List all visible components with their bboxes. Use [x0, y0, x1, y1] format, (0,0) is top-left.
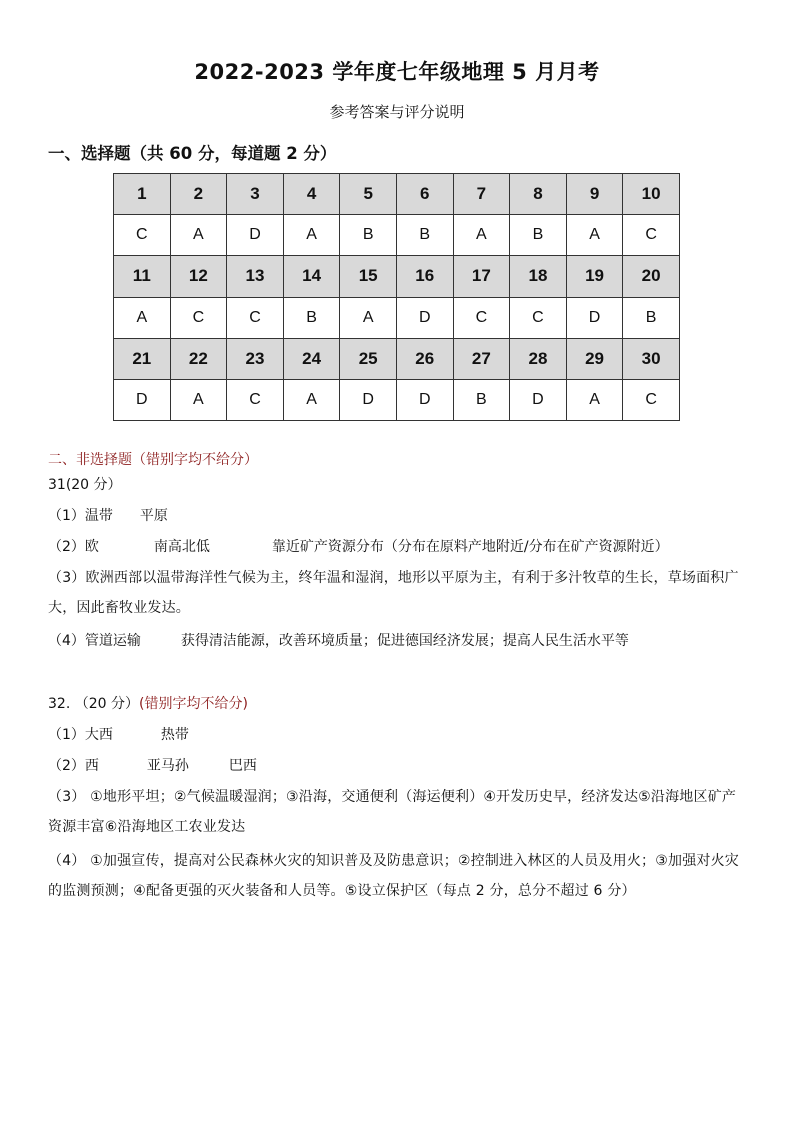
question-number-row	[114, 338, 680, 379]
q32-label: 32. （20 分）	[48, 696, 139, 712]
question-number-cell: 21	[114, 338, 171, 379]
answer-cell: D	[114, 379, 171, 420]
q31-a2-part3: 靠近矿产资源分布（分布在原料产地附近/分布在矿产资源附近）	[271, 539, 669, 555]
q31-a2-part2: 南高北低	[153, 539, 210, 555]
question-number-row	[114, 256, 680, 297]
q32-a2-part1: （2）西	[48, 758, 99, 774]
question-number-cell: 22	[170, 338, 227, 379]
question-number-cell: 4	[283, 174, 340, 215]
q31-answer-1	[48, 506, 748, 526]
answer-cell: C	[227, 379, 284, 420]
answer-cell: C	[510, 297, 567, 338]
answer-cell: A	[170, 215, 227, 256]
answer-row	[114, 215, 680, 256]
question-number-cell: 26	[396, 338, 453, 379]
question-number-cell: 2	[170, 174, 227, 215]
q31-answer-3: （3）欧洲西部以温带海洋性气候为主，终年温和湿润，地形以平原为主，有利于多汁牧草的生长，草场面积广大，因此畜牧业发达。	[48, 570, 739, 616]
answer-cell: B	[453, 379, 510, 420]
answer-cell: A	[170, 379, 227, 420]
question-number-cell: 23	[227, 338, 284, 379]
answer-cell: A	[566, 215, 623, 256]
answer-cell: A	[566, 379, 623, 420]
part2-heading	[48, 449, 258, 469]
answer-cell: B	[283, 297, 340, 338]
part2-title: 二、非选择题	[48, 452, 132, 468]
question-number-cell: 11	[114, 256, 171, 297]
document-title: 2022-2023 学年度七年级地理 5 月月考	[194, 60, 600, 84]
q32-a1-part1: （1）大西	[48, 727, 113, 743]
q32-a1-part2: 热带	[160, 727, 189, 743]
q32-a2-part3: 巴西	[228, 758, 257, 774]
question-number-cell: 12	[170, 256, 227, 297]
answer-cell: C	[227, 297, 284, 338]
answer-cell: D	[227, 215, 284, 256]
q31-a2-part1: （2）欧	[48, 539, 99, 555]
question-number-cell: 18	[510, 256, 567, 297]
answer-cell: B	[340, 215, 397, 256]
q31-answer-2	[48, 537, 748, 557]
q32-answer-3: （3） ①地形平坦；②气候温暖湿润；③沿海，交通便利（海运便利）④开发历史早，经济发达⑤沿海地区矿产资源丰富⑥沿海地区工农业发达	[48, 789, 737, 835]
q31-answer-4	[48, 631, 748, 651]
answer-cell: B	[510, 215, 567, 256]
answer-cell: C	[623, 379, 680, 420]
question-number-cell: 15	[340, 256, 397, 297]
question-number-cell: 5	[340, 174, 397, 215]
question-number-cell: 13	[227, 256, 284, 297]
question-number-cell: 8	[510, 174, 567, 215]
answer-cell: C	[170, 297, 227, 338]
answer-cell: D	[340, 379, 397, 420]
answer-cell: C	[453, 297, 510, 338]
question-number-cell: 28	[510, 338, 567, 379]
question-number-cell: 24	[283, 338, 340, 379]
q32-note: (错别字均不给分)	[138, 696, 248, 712]
document-subtitle: 参考答案与评分说明	[329, 103, 465, 121]
answer-cell: A	[340, 297, 397, 338]
answer-cell: B	[623, 297, 680, 338]
question-number-cell: 19	[566, 256, 623, 297]
q32-answer-2	[48, 756, 748, 776]
answer-cell: C	[623, 215, 680, 256]
q31-label: 31(20 分）	[48, 477, 122, 493]
answer-row	[114, 297, 680, 338]
answer-cell: C	[114, 215, 171, 256]
question-number-cell: 16	[396, 256, 453, 297]
question-number-cell: 30	[623, 338, 680, 379]
question-number-cell: 25	[340, 338, 397, 379]
part2-note: （错别字均不给分）	[132, 452, 258, 468]
answer-cell: A	[283, 379, 340, 420]
answer-cell: D	[396, 379, 453, 420]
question-number-cell: 29	[566, 338, 623, 379]
question-number-cell: 7	[453, 174, 510, 215]
answer-cell: A	[453, 215, 510, 256]
answer-cell: D	[396, 297, 453, 338]
answer-cell: B	[396, 215, 453, 256]
q31-a4-part2: 获得清洁能源，改善环境质量；促进德国经济发展；提高人民生活水平等	[180, 633, 629, 649]
answer-cell: A	[283, 215, 340, 256]
q32-answer-4: （4） ①加强宣传，提高对公民森林火灾的知识普及及防患意识；②控制进入林区的人员及用火；③加强对火灾的监测预测；④配备更强的灭火装备和人员等。⑤设立保护区（每点 2 分，总分不超过 6 分）	[48, 853, 740, 899]
question-number-cell: 20	[623, 256, 680, 297]
q31-a1-part1: （1）温带	[48, 508, 113, 524]
answer-row	[114, 379, 680, 420]
q32-a2-part2: 亚马孙	[146, 758, 189, 774]
question-number-cell: 3	[227, 174, 284, 215]
answer-cell: D	[566, 297, 623, 338]
answer-cell: D	[510, 379, 567, 420]
answer-table	[113, 173, 680, 421]
question-number-row	[114, 174, 680, 215]
question-number-cell: 10	[623, 174, 680, 215]
q32-label-line	[48, 694, 748, 714]
question-number-cell: 14	[283, 256, 340, 297]
q31-a1-part2: 平原	[139, 508, 168, 524]
q32-answer-1	[48, 725, 748, 745]
question-number-cell: 27	[453, 338, 510, 379]
question-number-cell: 1	[114, 174, 171, 215]
part1-heading: 一、选择题（共 60 分，每道题 2 分）	[48, 144, 337, 163]
question-number-cell: 6	[396, 174, 453, 215]
question-number-cell: 9	[566, 174, 623, 215]
answer-cell: A	[114, 297, 171, 338]
question-number-cell: 17	[453, 256, 510, 297]
q31-a4-part1: （4）管道运输	[48, 633, 141, 649]
